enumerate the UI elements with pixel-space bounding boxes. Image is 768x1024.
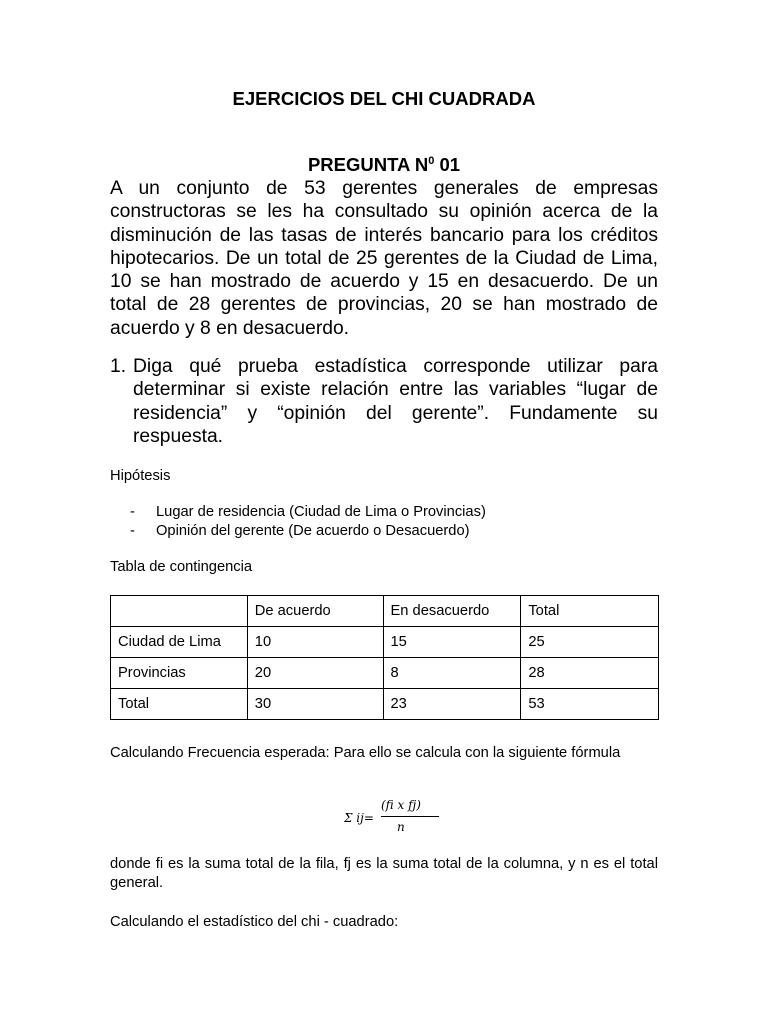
table-row — [111, 689, 659, 720]
formula-explanation: donde fi es la suma total de la fila, fj es la suma total de la columna, y n es el total general. — [110, 856, 658, 891]
table-header-cell: En desacuerdo — [383, 596, 521, 627]
table-cell: 8 — [383, 658, 521, 689]
table-cell: 10 — [247, 627, 383, 658]
table-cell: 20 — [247, 658, 383, 689]
expected-frequency-formula — [344, 798, 464, 838]
expected-frequency-text: Calculando Frecuencia esperada: Para ello se calcula con la siguiente fórmula — [110, 745, 621, 761]
list-item — [110, 503, 670, 522]
table-cell: Total — [111, 689, 248, 720]
table-label: Tabla de contingencia — [110, 559, 253, 575]
question-heading — [110, 154, 658, 176]
table-cell: 28 — [521, 658, 659, 689]
table-cell: Provincias — [111, 658, 248, 689]
bullet-dash: - — [130, 523, 135, 539]
table-header-cell: De acuerdo — [247, 596, 383, 627]
contingency-table — [110, 595, 659, 720]
list-item-text: Lugar de residencia (Ciudad de Lima o Provincias) — [156, 504, 486, 520]
question-heading-prefix: PREGUNTA N — [307, 154, 429, 175]
intro-paragraph: A un conjunto de 53 gerentes generales de empresas constructoras se les ha consultado su opinión acerca de la disminución de las tasas de interés bancario para los créditos hipotecarios. De un total de 25 gerentes de la Ciudad de Lima, 10 se han mostrado de acuerdo y 15 en desacuerdo. De un total de 28 gerentes de provincias, 20 se han mostrado de acuerdo y 8 en desacuerdo. — [110, 178, 658, 339]
table-header-row — [111, 596, 659, 627]
question-heading-superscript: 0 — [428, 154, 435, 167]
numbered-item-1 — [110, 355, 658, 448]
hypothesis-list — [110, 503, 670, 541]
document-title: EJERCICIOS DEL CHI CUADRADA — [232, 88, 536, 109]
table-cell: 15 — [383, 627, 521, 658]
table-cell: Ciudad de Lima — [111, 627, 248, 658]
table-row — [111, 627, 659, 658]
formula-numerator: (fi x fj) — [381, 798, 421, 812]
formula-lhs: Σ ij= — [344, 811, 374, 825]
item-number: 1. — [110, 356, 127, 377]
table-cell: 23 — [383, 689, 521, 720]
fraction-bar — [381, 816, 439, 817]
bullet-dash: - — [130, 504, 135, 520]
question-heading-number: 01 — [434, 154, 461, 175]
table-row — [111, 658, 659, 689]
table-cell: 53 — [521, 689, 659, 720]
list-item-text: Opinión del gerente (De acuerdo o Desacuerdo) — [156, 523, 470, 539]
item-text: Diga qué prueba estadística corresponde utilizar para determinar si existe relación entre las variables “lugar de residencia” y “opinión del gerente”. Fundamente su respuesta. — [133, 356, 658, 447]
chi-square-heading: Calculando el estadístico del chi - cuadrado: — [110, 914, 399, 930]
table-cell: 30 — [247, 689, 383, 720]
table-header-cell: Total — [521, 596, 659, 627]
table-cell — [111, 596, 248, 627]
list-item — [110, 522, 670, 541]
hypothesis-label: Hipótesis — [110, 468, 171, 484]
formula-denominator: n — [397, 820, 405, 834]
table-cell: 25 — [521, 627, 659, 658]
